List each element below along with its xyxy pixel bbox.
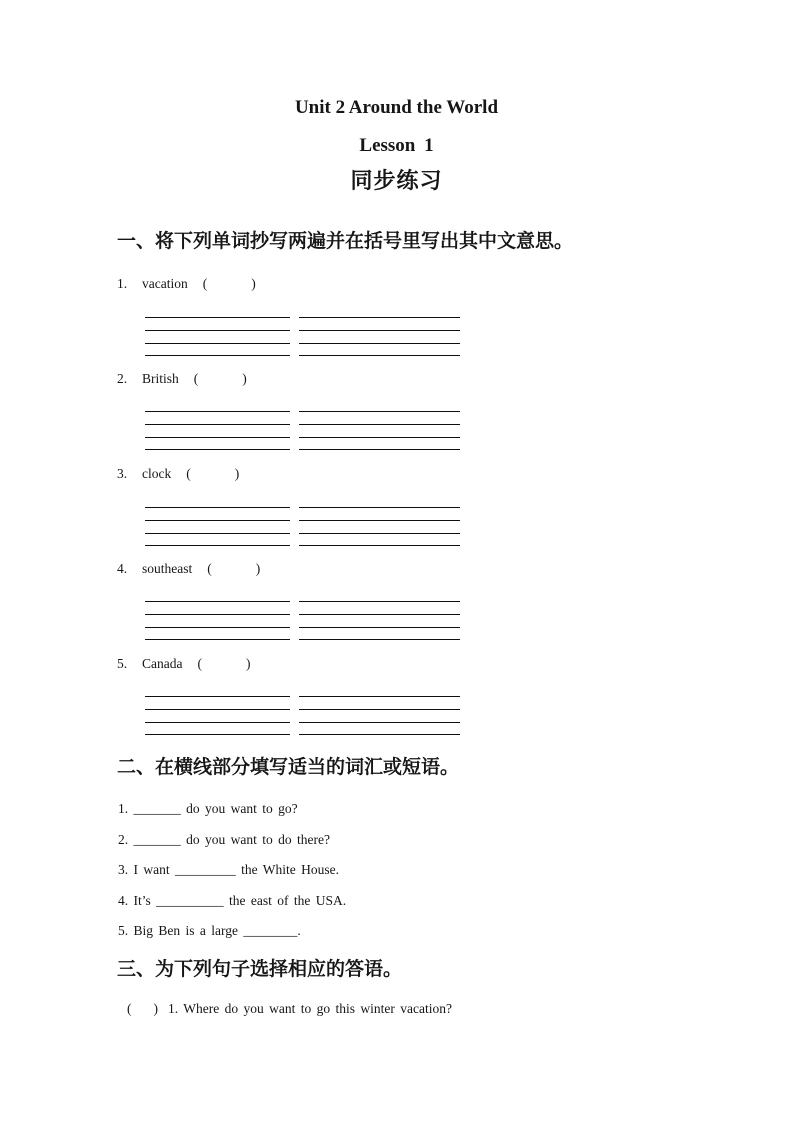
paren-open: ( [186, 466, 191, 481]
guide-line [145, 709, 290, 710]
paren-close: ) [255, 561, 261, 576]
section3-heading: 三、为下列句子选择相应的答语。 [117, 958, 403, 980]
guide-line [299, 520, 460, 521]
writing-lines-group-1 [145, 317, 460, 356]
writing-lines-group-2 [145, 411, 460, 450]
item-number: 2. [117, 371, 128, 386]
word-text: British [142, 371, 179, 386]
word-text: Canada [142, 656, 183, 671]
guide-line [299, 330, 460, 331]
writing-lines-group-4 [145, 601, 460, 640]
guide-line [145, 507, 290, 508]
guide-line [145, 355, 290, 356]
question-text: 1. Where do you want to go this winter vacation? [168, 1001, 452, 1016]
copy-column-first [145, 601, 290, 640]
guide-line [145, 330, 290, 331]
guide-line [299, 411, 460, 412]
word-item-5 [117, 656, 250, 672]
item-number: 5. [117, 656, 128, 671]
copy-column-second [299, 601, 460, 640]
guide-line [145, 437, 290, 438]
guide-line [299, 437, 460, 438]
fill-item-2: 2. _______ do you want to do there? [118, 832, 330, 847]
word-item-1 [117, 276, 256, 292]
guide-line [299, 317, 460, 318]
guide-line [299, 449, 460, 450]
fill-item-1: 1. _______ do you want to go? [118, 801, 298, 816]
fill-item-5: 5. Big Ben is a large ________. [118, 923, 301, 938]
paren-open: ( [207, 561, 212, 576]
copy-column-first [145, 507, 290, 546]
paren-close: ) [153, 1001, 158, 1016]
copy-column-first [145, 317, 290, 356]
writing-lines-group-3 [145, 507, 460, 546]
paren-open: ( [202, 276, 208, 291]
word-text: vacation [142, 276, 188, 291]
section1-heading: 一、将下列单词抄写两遍并在括号里写出其中文意思。 [117, 230, 574, 252]
lesson-title: Lesson 1 [359, 135, 434, 156]
guide-line [299, 424, 460, 425]
copy-column-second [299, 411, 460, 450]
guide-line [145, 343, 290, 344]
guide-line [145, 639, 290, 640]
word-text: clock [142, 466, 172, 481]
fill-item-3: 3. I want _________ the White House. [118, 862, 339, 877]
unit-title: Unit 2 Around the World [294, 97, 499, 118]
guide-line [299, 709, 460, 710]
guide-line [145, 533, 290, 534]
guide-line [145, 545, 290, 546]
practice-title: 同步练习 [350, 169, 443, 194]
word-item-2 [117, 371, 247, 387]
fill-item-4: 4. It’s __________ the east of the USA. [118, 893, 347, 908]
guide-line [145, 601, 290, 602]
word-text: southeast [142, 561, 193, 576]
paren-open: ( [193, 371, 199, 386]
writing-lines-group-5 [145, 696, 460, 735]
guide-line [145, 722, 290, 723]
section2-heading: 二、在横线部分填写适当的词汇或短语。 [117, 756, 460, 778]
guide-line [299, 533, 460, 534]
guide-line [299, 722, 460, 723]
item-number: 1. [117, 276, 128, 291]
word-item-4 [117, 561, 260, 577]
guide-line [145, 696, 290, 697]
paren-close: ) [234, 466, 240, 481]
choice-item-1 [127, 1001, 452, 1017]
paren-open: ( [127, 1001, 132, 1016]
guide-line [299, 639, 460, 640]
guide-line [145, 317, 290, 318]
paren-close: ) [245, 656, 251, 671]
guide-line [299, 355, 460, 356]
copy-column-second [299, 696, 460, 735]
guide-line [299, 545, 460, 546]
copy-column-first [145, 696, 290, 735]
guide-line [299, 627, 460, 628]
guide-line [145, 449, 290, 450]
guide-line [145, 614, 290, 615]
paren-close: ) [251, 276, 256, 291]
item-number: 4. [117, 561, 128, 576]
paren-close: ) [242, 371, 247, 386]
guide-line [299, 734, 460, 735]
copy-column-second [299, 507, 460, 546]
copy-column-first [145, 411, 290, 450]
guide-line [145, 520, 290, 521]
guide-line [145, 627, 290, 628]
guide-line [145, 424, 290, 425]
item-number: 3. [117, 466, 128, 481]
word-item-3 [117, 466, 239, 482]
guide-line [299, 507, 460, 508]
guide-line [299, 343, 460, 344]
guide-line [299, 614, 460, 615]
guide-line [299, 696, 460, 697]
guide-line [145, 411, 290, 412]
copy-column-second [299, 317, 460, 356]
paren-open: ( [197, 656, 202, 671]
guide-line [145, 734, 290, 735]
guide-line [299, 601, 460, 602]
